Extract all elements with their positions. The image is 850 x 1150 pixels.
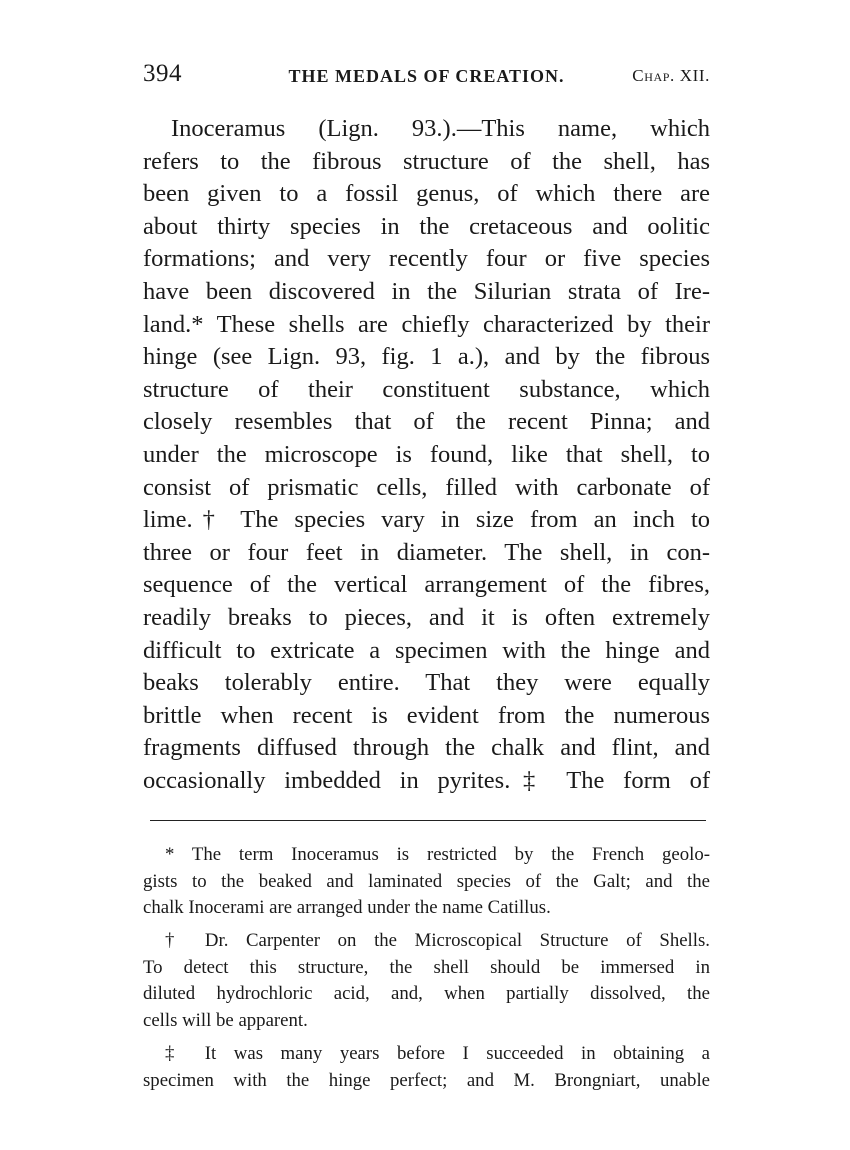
footnote-line: To detect this structure, the shell should be immersed in <box>143 956 710 978</box>
body-line: consist of prismatic cells, filled with carbonate of <box>143 473 710 501</box>
page-number: 394 <box>143 60 182 87</box>
body-line: readily breaks to pieces, and it is often extremely <box>143 603 710 631</box>
footnote-line: * The term Inoceramus is restricted by the French geolo- <box>165 844 710 865</box>
body-line: difficult to extricate a specimen with the hinge and <box>143 636 710 664</box>
footnote-divider <box>150 820 706 821</box>
body-line: under the microscope is found, like that shell, to <box>143 440 710 468</box>
chapter-reference: Chap. XII. <box>632 66 710 85</box>
body-line: occasionally imbedded in pyrites.‡ The form of <box>143 766 710 794</box>
body-line: closely resembles that of the recent Pinna; and <box>143 408 710 436</box>
body-line: structure of their constituent substance, which <box>143 375 710 403</box>
footnote-double-dagger <box>143 1041 710 1094</box>
body-line: fragments diffused through the chalk and flint, and <box>143 734 710 762</box>
body-line: land.* These shells are chiefly characterized by their <box>143 310 710 338</box>
footnote-dagger <box>143 928 710 1035</box>
footnotes <box>143 842 710 1094</box>
footnote-asterisk <box>143 842 710 922</box>
page-header <box>143 60 710 94</box>
footnote-line: cells will be apparent. <box>143 1010 308 1032</box>
footnote-line: gists to the beaked and laminated species of the Galt; and the <box>143 870 710 892</box>
body-line: formations; and very recently four or five species <box>143 245 710 273</box>
body-line: about thirty species in the cretaceous and oolitic <box>143 212 710 240</box>
footnote-line: chalk Inocerami are arranged under the name Catillus. <box>143 897 551 919</box>
footnote-line: † Dr. Carpenter on the Microscopical Structure of Shells. <box>165 930 710 952</box>
body-line: hinge (see Lign. 93, fig. 1 a.), and by the fibrous <box>143 343 710 371</box>
body-line: three or four feet in diameter. The shell, in con- <box>143 538 710 566</box>
footnote-line: specimen with the hinge perfect; and M. Brongniart, unable <box>143 1069 710 1091</box>
body-line: have been discovered in the Silurian strata of Ire- <box>143 277 710 305</box>
footnote-line: diluted hydrochloric acid, and, when partially dissolved, the <box>143 983 710 1005</box>
body-line: been given to a fossil genus, of which there are <box>143 180 710 208</box>
body-paragraph <box>143 113 710 797</box>
running-title: THE MEDALS OF CREATION. <box>288 66 565 86</box>
body-line: sequence of the vertical arrangement of the fibres, <box>143 571 710 599</box>
body-line: refers to the fibrous structure of the shell, has <box>143 147 710 175</box>
body-line: Inoceramus (Lign. 93.).—This name, which <box>171 115 710 142</box>
body-line: lime.† The species vary in size from an inch to <box>143 506 710 534</box>
body-line: brittle when recent is evident from the numerous <box>143 701 710 729</box>
footnote-line: ‡ It was many years before I succeeded in obtaining a <box>165 1042 710 1064</box>
body-line: beaks tolerably entire. That they were equally <box>143 669 710 697</box>
